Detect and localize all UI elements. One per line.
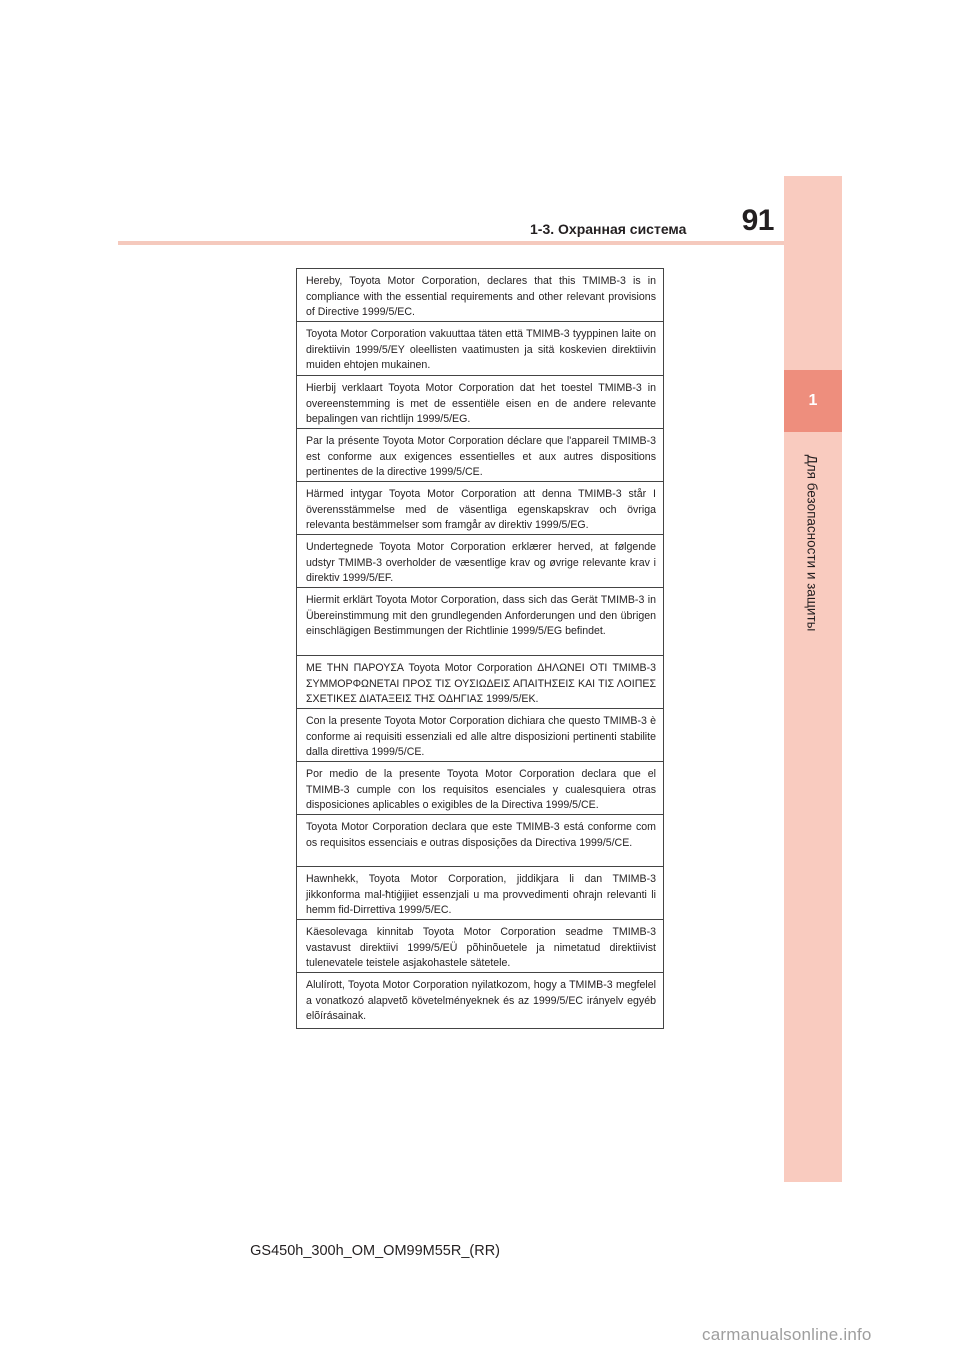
declaration-el: ΜΕ ΤΗΝ ΠΑΡΟΥΣΑ Toyota Motor Corporation ΔΗΛΩΝΕΙ ΟΤΙ TMIMB-3 ΣΥΜΜΟΡΦΩΝΕΤΑΙ ΠΡΟΣ ΤΙΣ ΟΥΣΙΩΔΕΙΣ ΑΠΑΙΤΗΣΕΙΣ ΚΑΙ ΤΙΣ ΛΟΙΠΕΣ ΣΧΕΤΙΚΕΣ ΔΙΑΤΑΞΕΙΣ ΤΗΣ ΟΔΗΓΙΑΣ 1999/5/ΕΚ. [297, 655, 663, 708]
declaration-sv: Härmed intygar Toyota Motor Corporation att denna TMIMB-3 står I överensstämmelse med de väsentliga egenskapskrav och övriga relevanta bestämmelser som framgår av direktiv 1999/5/EG. [297, 481, 663, 534]
declaration-hu: Alulírott, Toyota Motor Corporation nyilatkozom, hogy a TMIMB-3 megfelel a vonatkozó alapvetõ követelményeknek és az 1999/5/EC irányelv egyéb elõírásainak. [297, 972, 663, 1028]
declaration-it: Con la presente Toyota Motor Corporation dichiara che questo TMIMB-3 è conforme ai requisiti essenziali ed alle altre disposizioni pertinenti stabilite dalla direttiva 1999/5/CE. [297, 708, 663, 761]
declaration-es: Por medio de la presente Toyota Motor Corporation declara que el TMIMB-3 cumple con los requisitos esenciales y cualesquiera otras disposiciones aplicables o exigibles de la Directiva 1999/5/CE. [297, 761, 663, 814]
watermark: carmanualsonline.info [702, 1325, 872, 1344]
declaration-et: Käesolevaga kinnitab Toyota Motor Corporation seadme TMIMB-3 vastavust direktiivi 1999/5/EÜ põhinõuetele ja nimetatud direktiivist tulenevatele teistele asjakohastele sätetele. [297, 919, 663, 972]
declaration-nl: Hierbij verklaart Toyota Motor Corporation dat het toestel TMIMB-3 in overeenstemming is met de essentiële eisen en de andere relevante bepalingen van richtlijn 1999/5/EG. [297, 375, 663, 428]
declaration-da: Undertegnede Toyota Motor Corporation erklærer herved, at følgende udstyr TMIMB-3 overholder de væsentlige krav og øvrige relevante krav i direktiv 1999/5/EF. [297, 534, 663, 587]
declaration-mt: Hawnhekk, Toyota Motor Corporation, jiddikjara li dan TMIMB-3 jikkonforma mal-ħtiġijiet essenzjali u ma provvedimenti oħrajn relevanti li hemm fid-Dirrettiva 1999/5/EC. [297, 866, 663, 919]
chapter-number-badge[interactable]: 1 [784, 370, 842, 432]
header-rule [118, 241, 784, 245]
declaration-en: Hereby, Toyota Motor Corporation, declares that this TMIMB-3 is in compliance with the essential requirements and other relevant provisions of Directive 1999/5/EC. [306, 275, 656, 318]
declaration-fi: Toyota Motor Corporation vakuuttaa täten että TMIMB-3 tyyppinen laite on direktiivin 1999/5/EY oleellisten vaatimusten ja sitä koskevien direktiivin muiden ehtojen mukainen. [297, 321, 663, 375]
declaration-box [296, 268, 664, 1029]
declaration-pt: Toyota Motor Corporation declara que este TMIMB-3 está conforme com os requisitos essenciais e outras disposições da Directiva 1999/5/CE. [297, 814, 663, 866]
section-title: 1-3. Охранная система [530, 221, 687, 237]
page-number: 91 [741, 204, 774, 237]
declaration-fr: Par la présente Toyota Motor Corporation déclare que l'appareil TMIMB-3 est conforme aux exigences essentielles et aux autres dispositions pertinentes de la directive 1999/5/CE. [297, 428, 663, 481]
side-tab [784, 176, 842, 1182]
declaration-de: Hiermit erklärt Toyota Motor Corporation, dass sich das Gerät TMIMB-3 in Übereinstimmung mit den grundlegenden Anforderungen und den übrigen einschlägigen Bestimmungen der Richtlinie 1999/5/EG befindet. [297, 587, 663, 655]
chapter-label: Для безопасности и защиты [804, 454, 820, 632]
document-code: GS450h_300h_OM_OM99M55R_(RR) [250, 1243, 500, 1259]
